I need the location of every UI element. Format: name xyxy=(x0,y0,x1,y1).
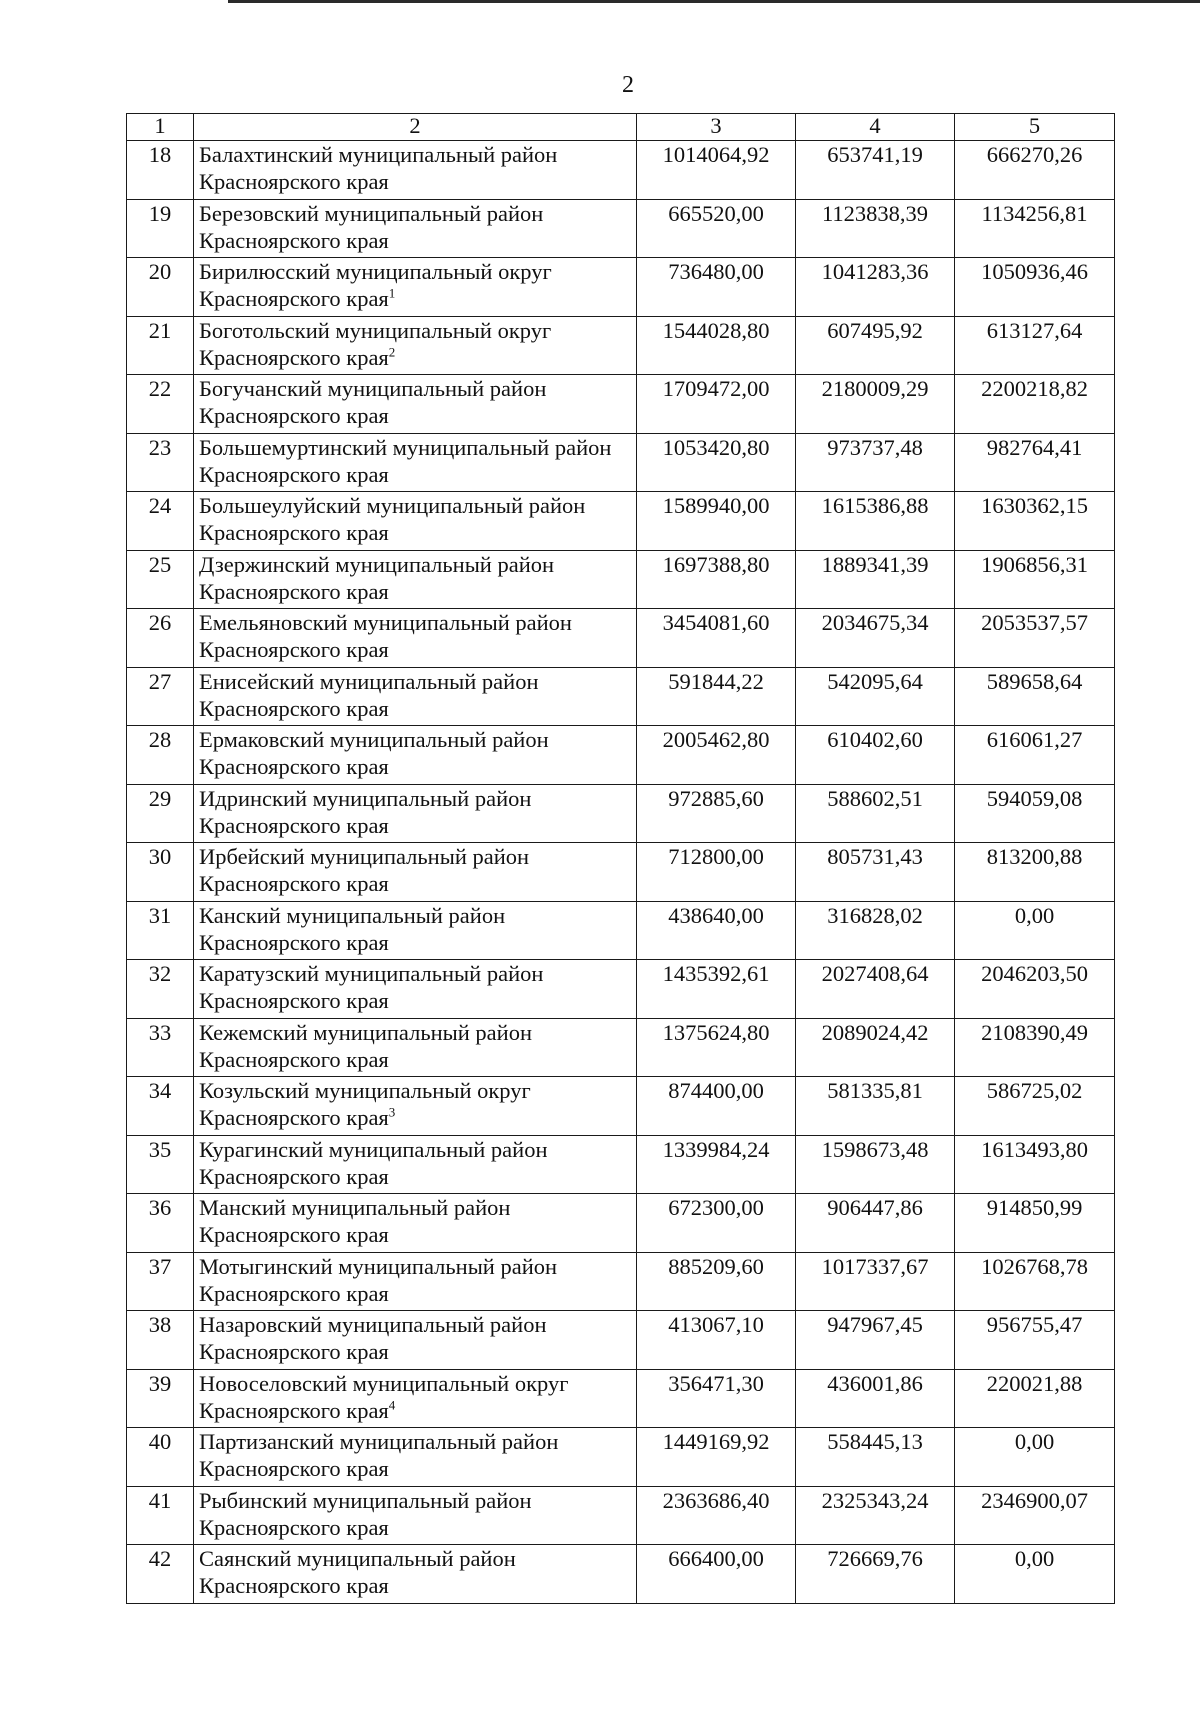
table-row xyxy=(127,492,1115,551)
row-number-cell xyxy=(127,784,194,843)
row-number-cell xyxy=(127,667,194,726)
value-col5-text: 589658,64 xyxy=(986,668,1083,694)
value-col5-text: 220021,88 xyxy=(986,1370,1083,1396)
row-number-text: 33 xyxy=(148,1019,172,1045)
row-number-cell xyxy=(127,550,194,609)
value-col3-cell xyxy=(637,492,796,551)
row-number-cell xyxy=(127,1077,194,1136)
municipality-cell xyxy=(194,433,637,492)
table-row xyxy=(127,1018,1115,1077)
municipality-cell xyxy=(194,609,637,668)
value-col3-cell xyxy=(637,1194,796,1253)
value-col5-text: 2053537,57 xyxy=(981,610,1088,635)
value-col3-cell xyxy=(637,1428,796,1487)
row-number-text: 20 xyxy=(148,259,172,284)
value-col4-text: 1017337,67 xyxy=(821,1253,929,1279)
row-number-text: 34 xyxy=(148,1078,172,1103)
value-col4-text: 653741,19 xyxy=(827,142,923,167)
value-col3-text: 1709472,00 xyxy=(662,376,770,401)
municipality-text: Дзержинский муниципальный район Красноярского края xyxy=(199,551,555,604)
value-col4-text: 436001,86 xyxy=(827,1370,923,1396)
value-col4-cell xyxy=(796,433,955,492)
value-col3-text: 3454081,60 xyxy=(662,610,770,635)
value-col3-text: 885209,60 xyxy=(668,1253,764,1279)
value-col4-cell xyxy=(796,1077,955,1136)
municipality-cell xyxy=(194,199,637,258)
row-number-text: 38 xyxy=(148,1312,172,1337)
table-row xyxy=(127,258,1115,317)
row-number-text: 39 xyxy=(148,1370,172,1396)
value-col3-cell xyxy=(637,141,796,200)
value-col3-text: 438640,00 xyxy=(668,902,764,928)
municipality-cell xyxy=(194,1018,637,1077)
value-col5-cell xyxy=(955,960,1115,1019)
value-col3-text: 1589940,00 xyxy=(662,493,770,518)
municipality-text: Березовский муниципальный район Красноярского края xyxy=(199,200,544,253)
municipality-text: Манский муниципальный район Красноярского края xyxy=(199,1195,511,1247)
value-col3-text: 1697388,80 xyxy=(662,551,770,577)
table-row xyxy=(127,433,1115,492)
column-header: 3 xyxy=(637,114,796,141)
municipality-text: Боготольский муниципальный округ Красноярского края xyxy=(199,317,552,370)
row-number-text: 36 xyxy=(148,1195,172,1220)
value-col5-cell xyxy=(955,550,1115,609)
table-row xyxy=(127,199,1115,258)
value-col3-cell xyxy=(637,1018,796,1077)
table-row xyxy=(127,1252,1115,1311)
value-col4-cell xyxy=(796,550,955,609)
column-header: 1 xyxy=(127,114,194,141)
table-row xyxy=(127,375,1115,434)
row-number-text: 18 xyxy=(148,142,172,167)
value-col3-cell xyxy=(637,1077,796,1136)
row-number-text: 41 xyxy=(148,1487,172,1513)
table-row xyxy=(127,1194,1115,1253)
table-row xyxy=(127,784,1115,843)
value-col4-text: 588602,51 xyxy=(827,785,923,811)
value-col3-text: 1339984,24 xyxy=(662,1136,770,1162)
value-col4-text: 558445,13 xyxy=(827,1429,923,1454)
column-header: 4 xyxy=(796,114,955,141)
municipality-text: Енисейский муниципальный район Красноярского края xyxy=(199,668,539,721)
page-number: 2 xyxy=(622,72,634,98)
table-row xyxy=(127,901,1115,960)
value-col3-text: 1435392,61 xyxy=(662,961,770,986)
value-col3-cell xyxy=(637,1311,796,1370)
value-col3-cell xyxy=(637,960,796,1019)
municipality-text: Саянский муниципальный район Красноярского края xyxy=(199,1546,516,1598)
row-number-cell xyxy=(127,1369,194,1428)
row-number-cell xyxy=(127,1545,194,1604)
value-col5-text: 0,00 xyxy=(1014,1546,1055,1571)
value-col3-text: 1053420,80 xyxy=(662,434,770,460)
row-number-text: 30 xyxy=(148,844,172,869)
value-col5-cell xyxy=(955,843,1115,902)
value-col3-text: 874400,00 xyxy=(668,1078,764,1103)
row-number-cell xyxy=(127,141,194,200)
municipality-text: Канский муниципальный район Красноярского края xyxy=(199,902,506,955)
value-col4-text: 316828,02 xyxy=(827,902,923,928)
row-number-cell xyxy=(127,1428,194,1487)
value-col5-cell xyxy=(955,433,1115,492)
value-col5-text: 1630362,15 xyxy=(981,493,1088,518)
value-col4-text: 542095,64 xyxy=(827,668,923,694)
row-number-cell xyxy=(127,1194,194,1253)
table-row xyxy=(127,1369,1115,1428)
municipality-text: Рыбинский муниципальный район Красноярского края xyxy=(199,1487,532,1540)
value-col4-cell xyxy=(796,375,955,434)
municipality-text: Курагинский муниципальный район Красноярского края xyxy=(199,1136,548,1189)
value-col3-cell xyxy=(637,667,796,726)
value-col3-cell xyxy=(637,1252,796,1311)
municipality-cell xyxy=(194,1428,637,1487)
value-col5-cell xyxy=(955,1311,1115,1370)
row-number-text: 24 xyxy=(148,493,172,518)
value-col4-text: 805731,43 xyxy=(827,844,923,869)
municipality-cell xyxy=(194,1486,637,1545)
row-number-text: 26 xyxy=(148,610,172,635)
row-number-cell xyxy=(127,375,194,434)
municipality-cell xyxy=(194,960,637,1019)
row-number-cell xyxy=(127,492,194,551)
municipality-cell xyxy=(194,1369,637,1428)
value-col5-cell xyxy=(955,609,1115,668)
value-col3-cell xyxy=(637,316,796,375)
value-col3-text: 1375624,80 xyxy=(662,1019,770,1045)
value-col5-cell xyxy=(955,492,1115,551)
municipality-text: Емельяновский муниципальный район Красноярского края xyxy=(199,610,572,662)
municipality-text: Бирилюсский муниципальный округ Красноярского края xyxy=(199,259,552,311)
value-col4-cell xyxy=(796,1018,955,1077)
value-col3-cell xyxy=(637,375,796,434)
value-col5-text: 1134256,81 xyxy=(981,200,1088,226)
value-col4-text: 906447,86 xyxy=(827,1195,923,1220)
value-col5-cell xyxy=(955,726,1115,785)
value-col4-text: 1598673,48 xyxy=(821,1136,929,1162)
value-col5-cell xyxy=(955,316,1115,375)
municipality-cell xyxy=(194,1311,637,1370)
value-col5-text: 0,00 xyxy=(1014,902,1055,928)
value-col3-text: 712800,00 xyxy=(668,844,764,869)
row-number-text: 23 xyxy=(148,434,172,460)
row-number-text: 37 xyxy=(148,1253,172,1279)
municipality-text: Идринский муниципальный район Красноярского края xyxy=(199,785,532,838)
municipality-cell xyxy=(194,1252,637,1311)
value-col4-cell xyxy=(796,667,955,726)
value-col3-text: 665520,00 xyxy=(668,200,764,226)
value-col4-cell xyxy=(796,199,955,258)
value-col5-text: 1613493,80 xyxy=(981,1136,1088,1162)
row-number-cell xyxy=(127,901,194,960)
value-col4-text: 581335,81 xyxy=(827,1078,923,1103)
value-col4-cell xyxy=(796,1135,955,1194)
row-number-text: 28 xyxy=(148,727,172,752)
table-row xyxy=(127,667,1115,726)
municipality-cell xyxy=(194,375,637,434)
value-col4-text: 2325343,24 xyxy=(821,1487,929,1513)
value-col4-cell xyxy=(796,1428,955,1487)
value-col4-cell xyxy=(796,960,955,1019)
value-col5-text: 956755,47 xyxy=(986,1312,1083,1337)
row-number-cell xyxy=(127,316,194,375)
row-number-cell xyxy=(127,1135,194,1194)
value-col4-cell xyxy=(796,901,955,960)
value-col5-cell xyxy=(955,1428,1115,1487)
value-col3-cell xyxy=(637,258,796,317)
value-col5-cell xyxy=(955,1194,1115,1253)
value-col3-text: 736480,00 xyxy=(668,259,764,284)
row-number-text: 32 xyxy=(148,961,172,986)
value-col4-text: 2089024,42 xyxy=(821,1019,929,1045)
value-col4-cell xyxy=(796,609,955,668)
value-col3-cell xyxy=(637,1369,796,1428)
municipality-text: Партизанский муниципальный район Красноярского края xyxy=(199,1429,559,1481)
value-col3-text: 356471,30 xyxy=(668,1370,764,1396)
row-number-cell xyxy=(127,1252,194,1311)
municipality-cell xyxy=(194,843,637,902)
value-col5-text: 2046203,50 xyxy=(981,961,1088,986)
municipality-cell xyxy=(194,1545,637,1604)
row-number-cell xyxy=(127,1311,194,1370)
value-col4-text: 610402,60 xyxy=(827,727,923,752)
municipality-cell xyxy=(194,726,637,785)
value-col5-text: 666270,26 xyxy=(986,142,1083,167)
value-col4-text: 2034675,34 xyxy=(821,610,929,635)
value-col4-cell xyxy=(796,1545,955,1604)
value-col4-text: 726669,76 xyxy=(827,1546,923,1571)
municipality-text: Кежемский муниципальный район Красноярского края xyxy=(199,1019,532,1072)
row-number-text: 21 xyxy=(148,317,172,343)
value-col4-cell xyxy=(796,1252,955,1311)
value-col4-cell xyxy=(796,141,955,200)
municipality-cell xyxy=(194,1135,637,1194)
row-number-cell xyxy=(127,1018,194,1077)
value-col4-cell xyxy=(796,492,955,551)
value-col3-cell xyxy=(637,843,796,902)
value-col5-text: 2200218,82 xyxy=(981,376,1088,401)
footnote-marker: 1 xyxy=(388,285,396,301)
value-col3-text: 591844,22 xyxy=(668,668,764,694)
municipality-text: Ермаковский муниципальный район Красноярского края xyxy=(199,727,549,779)
row-number-text: 25 xyxy=(148,551,172,577)
table-row xyxy=(127,1077,1115,1136)
municipality-text: Назаровский муниципальный район Красноярского края xyxy=(199,1312,547,1364)
footnote-marker: 3 xyxy=(388,1104,396,1120)
data-table xyxy=(126,113,1115,1604)
value-col5-text: 0,00 xyxy=(1014,1429,1055,1454)
value-col5-cell xyxy=(955,1252,1115,1311)
value-col4-cell xyxy=(796,1369,955,1428)
municipality-cell xyxy=(194,141,637,200)
value-col3-cell xyxy=(637,1135,796,1194)
row-number-text: 42 xyxy=(148,1546,172,1571)
row-number-text: 22 xyxy=(148,376,172,401)
row-number-cell xyxy=(127,433,194,492)
value-col3-cell xyxy=(637,433,796,492)
table-row xyxy=(127,1135,1115,1194)
value-col4-text: 973737,48 xyxy=(827,434,923,460)
row-number-cell xyxy=(127,843,194,902)
value-col3-text: 2363686,40 xyxy=(662,1487,770,1513)
value-col5-text: 1906856,31 xyxy=(981,551,1088,577)
value-col5-text: 616061,27 xyxy=(986,727,1083,752)
value-col3-cell xyxy=(637,550,796,609)
value-col4-cell xyxy=(796,726,955,785)
row-number-text: 27 xyxy=(148,668,172,694)
value-col4-text: 1123838,39 xyxy=(821,200,929,226)
row-number-text: 40 xyxy=(148,1429,172,1454)
value-col5-cell xyxy=(955,667,1115,726)
value-col5-cell xyxy=(955,1369,1115,1428)
value-col5-cell xyxy=(955,1018,1115,1077)
value-col4-cell xyxy=(796,1311,955,1370)
value-col5-cell xyxy=(955,1486,1115,1545)
value-col5-text: 1026768,78 xyxy=(981,1253,1088,1279)
municipality-text: Новоселовский муниципальный округ Красноярского края xyxy=(199,1370,569,1423)
value-col5-text: 594059,08 xyxy=(986,785,1083,811)
value-col5-text: 813200,88 xyxy=(986,844,1083,869)
value-col5-cell xyxy=(955,375,1115,434)
row-number-cell xyxy=(127,1486,194,1545)
table-row xyxy=(127,843,1115,902)
value-col3-cell xyxy=(637,1545,796,1604)
value-col3-text: 666400,00 xyxy=(668,1546,764,1571)
value-col4-cell xyxy=(796,258,955,317)
table-row xyxy=(127,1428,1115,1487)
value-col4-text: 1889341,39 xyxy=(821,551,929,577)
municipality-cell xyxy=(194,492,637,551)
municipality-text: Богучанский муниципальный район Красноярского края xyxy=(199,376,547,428)
table-row xyxy=(127,1311,1115,1370)
value-col5-text: 2108390,49 xyxy=(981,1019,1088,1045)
municipality-text: Большеулуйский муниципальный район Красноярского края xyxy=(199,493,586,545)
table-row xyxy=(127,726,1115,785)
row-number-cell xyxy=(127,199,194,258)
value-col4-cell xyxy=(796,1194,955,1253)
value-col5-cell xyxy=(955,1077,1115,1136)
row-number-text: 29 xyxy=(148,785,172,811)
table-row xyxy=(127,1486,1115,1545)
value-col3-text: 972885,60 xyxy=(668,785,764,811)
column-header: 5 xyxy=(955,114,1115,141)
table-body xyxy=(127,141,1115,1604)
top-rule xyxy=(228,0,1200,3)
value-col3-text: 1014064,92 xyxy=(662,142,770,167)
municipality-text: Каратузский муниципальный район Красноярского края xyxy=(199,961,544,1013)
row-number-cell xyxy=(127,609,194,668)
value-col3-cell xyxy=(637,609,796,668)
value-col4-text: 2027408,64 xyxy=(821,961,929,986)
value-col5-cell xyxy=(955,901,1115,960)
municipality-cell xyxy=(194,784,637,843)
value-col5-text: 982764,41 xyxy=(986,434,1083,460)
value-col5-cell xyxy=(955,1545,1115,1604)
footnote-marker: 2 xyxy=(388,344,396,359)
municipality-cell xyxy=(194,550,637,609)
value-col5-text: 2346900,07 xyxy=(981,1487,1088,1513)
municipality-cell xyxy=(194,258,637,317)
value-col5-cell xyxy=(955,258,1115,317)
value-col5-cell xyxy=(955,784,1115,843)
municipality-text: Большемуртинский муниципальный район Красноярского края xyxy=(199,434,612,487)
row-number-text: 31 xyxy=(148,902,172,928)
municipality-cell xyxy=(194,667,637,726)
value-col5-text: 586725,02 xyxy=(986,1078,1083,1103)
table-row xyxy=(127,141,1115,200)
footnote-marker: 4 xyxy=(388,1397,396,1412)
value-col3-text: 2005462,80 xyxy=(662,727,770,752)
value-col3-text: 413067,10 xyxy=(668,1312,764,1337)
value-col3-text: 672300,00 xyxy=(668,1195,764,1220)
value-col4-text: 607495,92 xyxy=(827,317,923,343)
municipality-cell xyxy=(194,316,637,375)
value-col3-text: 1449169,92 xyxy=(662,1429,770,1454)
value-col5-cell xyxy=(955,199,1115,258)
value-col4-cell xyxy=(796,316,955,375)
value-col5-cell xyxy=(955,1135,1115,1194)
row-number-text: 35 xyxy=(148,1136,172,1162)
value-col3-cell xyxy=(637,1486,796,1545)
value-col5-text: 914850,99 xyxy=(986,1195,1083,1220)
row-number-cell xyxy=(127,258,194,317)
value-col3-cell xyxy=(637,726,796,785)
municipality-cell xyxy=(194,1077,637,1136)
value-col3-cell xyxy=(637,901,796,960)
municipality-text: Козульский муниципальный округ Красноярского края xyxy=(199,1078,531,1130)
value-col5-text: 613127,64 xyxy=(986,317,1083,343)
municipality-text: Ирбейский муниципальный район Красноярского края xyxy=(199,844,530,896)
value-col3-cell xyxy=(637,784,796,843)
value-col3-cell xyxy=(637,199,796,258)
value-col5-cell xyxy=(955,141,1115,200)
row-number-cell xyxy=(127,726,194,785)
table-row xyxy=(127,550,1115,609)
table-row xyxy=(127,609,1115,668)
value-col4-cell xyxy=(796,784,955,843)
value-col4-text: 1615386,88 xyxy=(821,493,929,518)
municipality-text: Балахтинский муниципальный район Красноярского края xyxy=(199,142,558,194)
municipality-text: Мотыгинский муниципальный район Красноярского края xyxy=(199,1253,558,1306)
row-number-text: 19 xyxy=(148,200,172,226)
value-col3-text: 1544028,80 xyxy=(662,317,770,343)
row-number-cell xyxy=(127,960,194,1019)
value-col5-text: 1050936,46 xyxy=(981,259,1088,284)
value-col4-text: 2180009,29 xyxy=(821,376,929,401)
value-col4-cell xyxy=(796,843,955,902)
municipality-cell xyxy=(194,901,637,960)
municipality-cell xyxy=(194,1194,637,1253)
table-row xyxy=(127,1545,1115,1604)
header-row xyxy=(127,114,1115,141)
value-col4-text: 1041283,36 xyxy=(821,259,929,284)
value-col4-cell xyxy=(796,1486,955,1545)
value-col4-text: 947967,45 xyxy=(827,1312,923,1337)
table-row xyxy=(127,316,1115,375)
table-row xyxy=(127,960,1115,1019)
column-header: 2 xyxy=(194,114,637,141)
